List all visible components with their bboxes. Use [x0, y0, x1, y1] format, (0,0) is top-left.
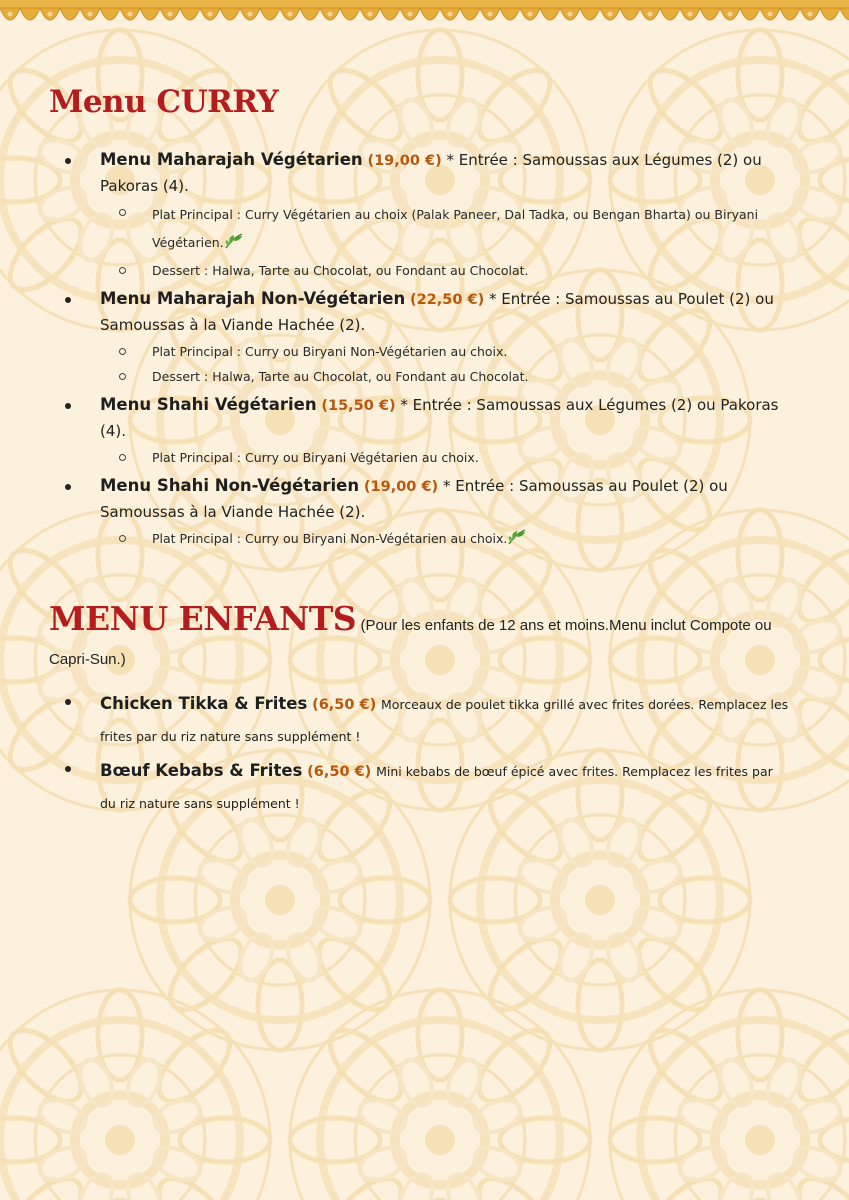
item-name: Bœuf Kebabs & Frites	[100, 761, 303, 780]
item-description: Mini kebabs de bœuf épicé avec frites. Remplacez les frites par du riz nature sans supplément !	[100, 764, 773, 811]
section-title-kids: MENU ENFANTS	[49, 599, 357, 638]
item-starter: * Entrée : Samoussas aux Légumes (2) ou Pakoras (4).	[100, 151, 762, 195]
sub-item-text: Plat Principal : Curry ou Biryani Non-Végétarien au choix.	[152, 531, 508, 546]
item-starter: * Entrée : Samoussas au Poulet (2) ou Samoussas à la Viande Hachée (2).	[100, 290, 774, 334]
list-item	[0, 473, 849, 550]
item-description: Morceaux de poulet tikka grillé avec frites dorées. Remplacez les frites par du riz nature sans supplément !	[100, 697, 789, 744]
sub-list	[100, 201, 789, 282]
item-price: (15,50 €)	[321, 398, 396, 414]
kids-note: (Pour les enfants de 12 ans et moins.Menu inclut Compote ou Capri-Sun.)	[49, 617, 772, 668]
item-name: Chicken Tikka & Frites	[100, 694, 308, 713]
kids-heading	[49, 599, 809, 677]
item-name: Menu Maharajah Non-Végétarien	[100, 289, 406, 308]
list-item	[0, 147, 849, 282]
sub-list-item: Dessert : Halwa, Tarte au Chocolat, ou Fondant au Chocolat.	[100, 365, 789, 388]
curry-menu-list	[0, 147, 849, 554]
sub-list-item: Plat Principal : Curry ou Biryani Végétarien au choix.	[100, 446, 789, 469]
sub-list-item	[100, 527, 789, 550]
list-item	[0, 286, 849, 388]
item-name: Menu Shahi Non-Végétarien	[100, 476, 360, 495]
sub-list	[100, 527, 789, 550]
leaf-icon	[224, 232, 244, 250]
sub-list-item	[100, 201, 789, 257]
item-price: (19,00 €)	[363, 479, 439, 495]
sub-list	[100, 340, 789, 388]
item-price: (6,50 €)	[312, 697, 377, 713]
item-name: Menu Shahi Végétarien	[100, 395, 317, 414]
item-price: (19,00 €)	[367, 153, 442, 169]
item-price: (22,50 €)	[409, 292, 485, 308]
section-title-curry: Menu CURRY	[49, 84, 279, 120]
item-starter: * Entrée : Samoussas au Poulet (2) ou Samoussas à la Viande Hachée (2).	[100, 477, 728, 521]
leaf-icon	[507, 528, 527, 546]
item-starter: * Entrée : Samoussas aux Légumes (2) ou Pakoras (4).	[100, 396, 779, 440]
list-item	[0, 392, 849, 469]
sub-list-item: Plat Principal : Curry ou Biryani Non-Végétarien au choix.	[100, 340, 789, 363]
item-price: (6,50 €)	[307, 764, 372, 780]
sub-list	[100, 446, 789, 469]
kids-menu-list	[0, 688, 849, 822]
list-item	[0, 688, 849, 752]
sub-item-text: Plat Principal : Curry Végétarien au choix (Palak Paneer, Dal Tadka, ou Bengan Bharta) ou Biryani Végétarien.	[152, 207, 759, 250]
sub-list-item: Dessert : Halwa, Tarte au Chocolat, ou Fondant au Chocolat.	[100, 259, 789, 282]
item-name: Menu Maharajah Végétarien	[100, 150, 363, 169]
list-item	[0, 755, 849, 819]
